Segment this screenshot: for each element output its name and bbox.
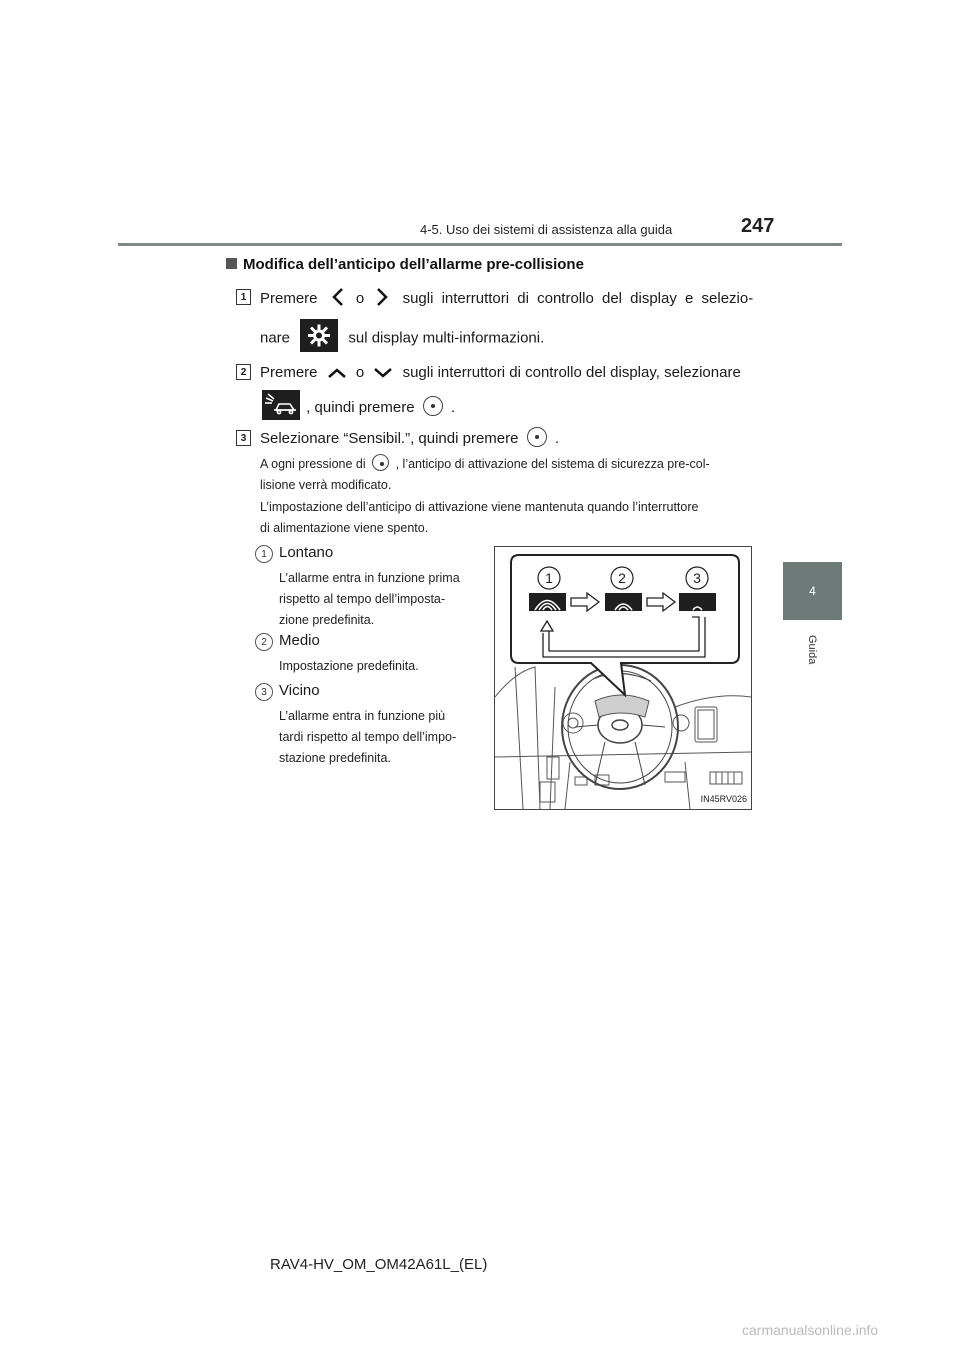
step-2-text-b: o (355, 364, 365, 381)
ok-button-icon (527, 427, 547, 447)
option-desc-3-line: L’allarme entra in funzione più (279, 709, 446, 723)
step-2-line-2 (262, 393, 455, 423)
figure-callout-2: 2 (618, 570, 626, 586)
figure-code: IN45RV026 (700, 794, 747, 804)
option-desc-1-line: zione predefinita. (279, 613, 375, 627)
step-number-1: 1 (236, 289, 251, 305)
settings-gear-icon (300, 319, 338, 352)
ok-button-icon (423, 396, 443, 416)
option-desc-1-line: rispetto al tempo dell’imposta- (279, 592, 446, 606)
square-bullet-icon (226, 258, 237, 269)
option-desc-3-line: tardi rispetto al tempo dell’impo- (279, 730, 457, 744)
step-1-text-d: nare (260, 329, 291, 347)
step-1-text-e: sul display multi-informazioni. (348, 329, 545, 347)
step-3-line-1 (260, 429, 559, 449)
note-1-text-a: A ogni pressione di (260, 457, 366, 471)
manual-code: RAV4-HV_OM_OM42A61L_(EL) (270, 1256, 488, 1273)
sensitivity-medium-icon (605, 593, 642, 611)
option-label-3: Vicino (279, 682, 320, 699)
step-number-2: 2 (236, 364, 251, 380)
option-number-1: 1 (255, 545, 273, 563)
pre-collision-icon (262, 390, 300, 420)
step-3-text-a: Selezionare “Sensibil.”, quindi premere (260, 429, 519, 447)
heading-text: Modifica dell’anticipo dell’allarme pre-collisione (243, 256, 584, 273)
step-1-line-1 (260, 289, 753, 309)
chevron-up-icon (322, 365, 352, 381)
option-label-1: Lontano (279, 544, 334, 561)
section-title: 4-5. Uso dei sistemi di assistenza alla guida (420, 222, 673, 237)
step-1-text-a: Premere (260, 289, 318, 307)
option-number-3: 3 (255, 683, 273, 701)
note-2-line-1: L’impostazione dell’anticipo di attivazione viene mantenuta quando l’interruttore (260, 500, 699, 514)
chevron-right-icon (368, 287, 398, 307)
option-desc-2-line: Impostazione predefinita. (279, 659, 419, 673)
step-2-text-c: sugli interruttori di controllo del display, selezionare (402, 364, 741, 381)
site-watermark: carmanualsonline.info (742, 1322, 879, 1338)
chapter-tab (783, 562, 842, 620)
note-2-line-2: di alimentazione viene spento. (260, 521, 429, 535)
option-desc-3 (279, 706, 479, 769)
chevron-down-icon (368, 365, 398, 381)
header-rule (118, 243, 842, 246)
option-number-2: 2 (255, 633, 273, 651)
note-1-line-2: lisione verrà modificato. (260, 478, 392, 492)
figure-callout-3: 3 (693, 570, 701, 586)
step-2-text-d: , quindi premere (306, 398, 415, 416)
chapter-label: Guida (806, 635, 818, 665)
ok-button-icon (372, 454, 389, 471)
step-number-3: 3 (236, 430, 251, 446)
step-3-text-b: . (554, 429, 559, 447)
step-1-text-c: sugli interruttori di controllo del display e selezio- (402, 289, 754, 307)
option-desc-1 (279, 568, 479, 631)
dashboard-illustration (495, 547, 751, 809)
option-label-2: Medio (279, 632, 320, 649)
chevron-left-icon (322, 287, 352, 307)
dashboard-figure (494, 546, 752, 810)
option-desc-1-line: L’allarme entra in funzione prima (279, 571, 460, 585)
step-1-line-2 (260, 322, 544, 355)
page-number: 247 (741, 215, 775, 237)
option-desc-3-line: stazione predefinita. (279, 751, 391, 765)
sensitivity-near-icon (679, 593, 716, 611)
note-1-text-b: , l’anticipo di attivazione del sistema di sicurezza pre-col- (395, 457, 710, 471)
chapter-number: 4 (809, 584, 816, 598)
step-1-text-b: o (355, 289, 365, 307)
note-1-line-1 (260, 454, 710, 475)
step-2-line-1 (260, 364, 741, 381)
section-heading (226, 256, 584, 273)
sensitivity-far-icon (529, 593, 566, 611)
step-2-text-a: Premere (260, 364, 318, 381)
figure-callout-1: 1 (545, 570, 553, 586)
step-2-text-e: . (450, 398, 456, 416)
option-desc-2 (279, 656, 479, 677)
